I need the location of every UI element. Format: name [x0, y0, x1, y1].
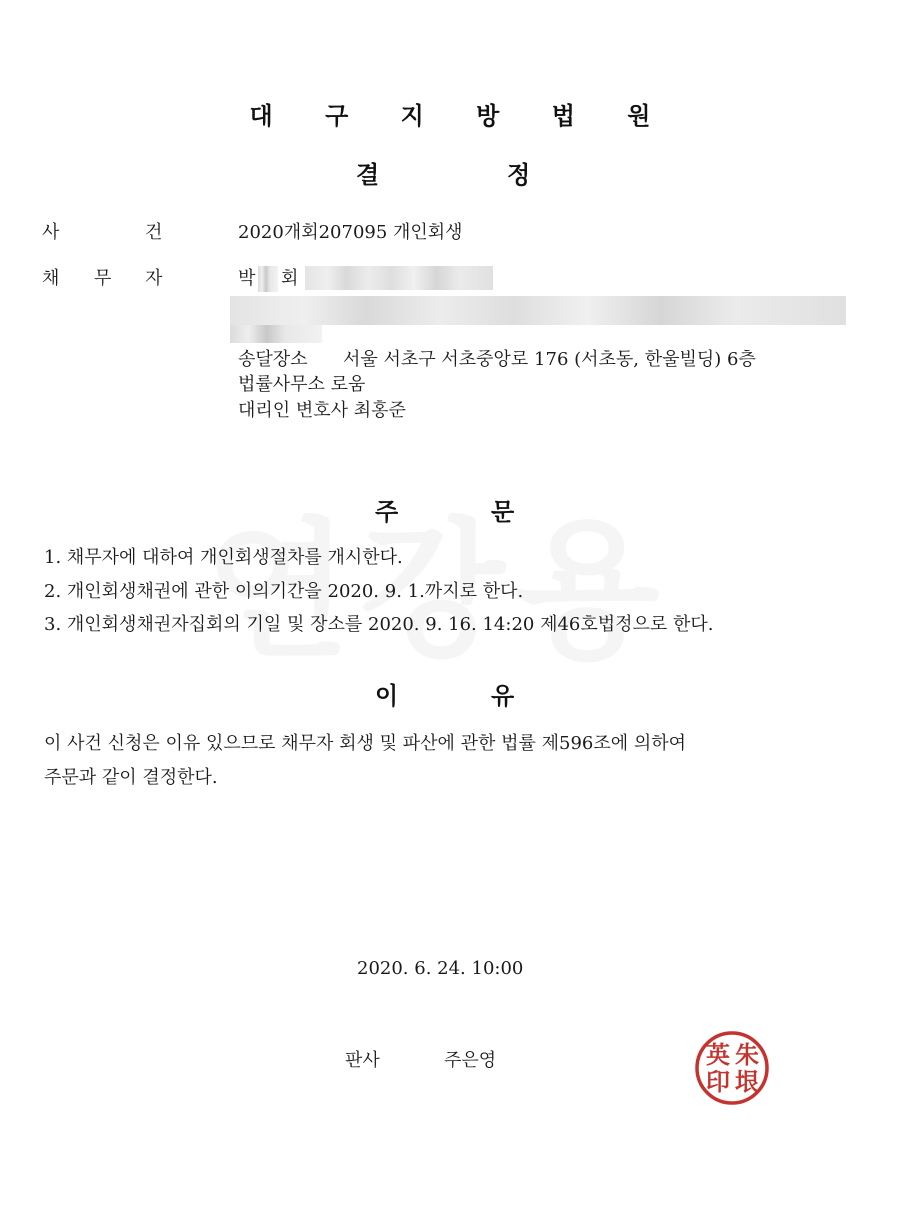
debtor-name-second: 회 — [281, 268, 299, 289]
delivery-label: 송달장소 — [238, 349, 308, 370]
case-label-1: 사 — [42, 222, 60, 243]
order-item: 3. 개인회생채권자집회의 기일 및 장소를 2020. 9. 16. 14:20 제46호법정으로 한다. — [44, 614, 714, 635]
case-value: 2020개회207095 개인회생 — [238, 222, 463, 243]
doc-type-left: 결 — [356, 161, 380, 189]
redaction-block — [305, 266, 493, 290]
delivery-address: 서울 서초구 서초중앙로 176 (서초동, 한울빌딩) 6층 — [343, 349, 756, 370]
debtor-label-3: 자 — [145, 268, 163, 289]
law-firm: 법률사무소 로움 — [238, 374, 366, 395]
attorney: 대리인 변호사 최홍준 — [238, 400, 406, 421]
debtor-label-1: 채 — [42, 268, 60, 289]
seal-char: 朱 — [735, 1040, 759, 1069]
judge-name: 주은영 — [444, 1050, 497, 1071]
order-heading-left: 주 — [375, 498, 399, 526]
debtor-label-2: 무 — [94, 268, 112, 289]
redaction-block — [230, 296, 846, 325]
order-item: 1. 채무자에 대하여 개인회생절차를 개시한다. — [44, 547, 403, 568]
redaction-block — [230, 325, 322, 343]
reason-heading-left: 이 — [375, 682, 399, 710]
watermark — [205, 470, 670, 686]
judge-seal — [694, 1030, 770, 1106]
reason-heading-right: 유 — [491, 682, 515, 710]
seal-char: 英 — [706, 1040, 730, 1069]
case-label-2: 건 — [145, 222, 163, 243]
doc-type-right: 정 — [507, 161, 531, 189]
court-name: 대 구 지 방 법 원 — [249, 102, 673, 130]
order-item: 2. 개인회생채권에 관한 이의기간을 2020. 9. 1.까지로 한다. — [44, 581, 524, 602]
seal-char: 印 — [706, 1067, 730, 1096]
redaction-block — [258, 266, 278, 292]
reason-text-line2: 주문과 같이 결정한다. — [44, 767, 218, 788]
debtor-name-first: 박 — [238, 268, 256, 289]
order-heading-right: 문 — [491, 498, 515, 526]
seal-char: 垠 — [735, 1067, 759, 1096]
judge-title: 판사 — [345, 1050, 380, 1071]
reason-text-line1: 이 사건 신청은 이유 있으므로 채무자 회생 및 파산에 관한 법률 제596조에 의하여 — [44, 733, 687, 754]
decision-date: 2020. 6. 24. 10:00 — [357, 958, 524, 979]
